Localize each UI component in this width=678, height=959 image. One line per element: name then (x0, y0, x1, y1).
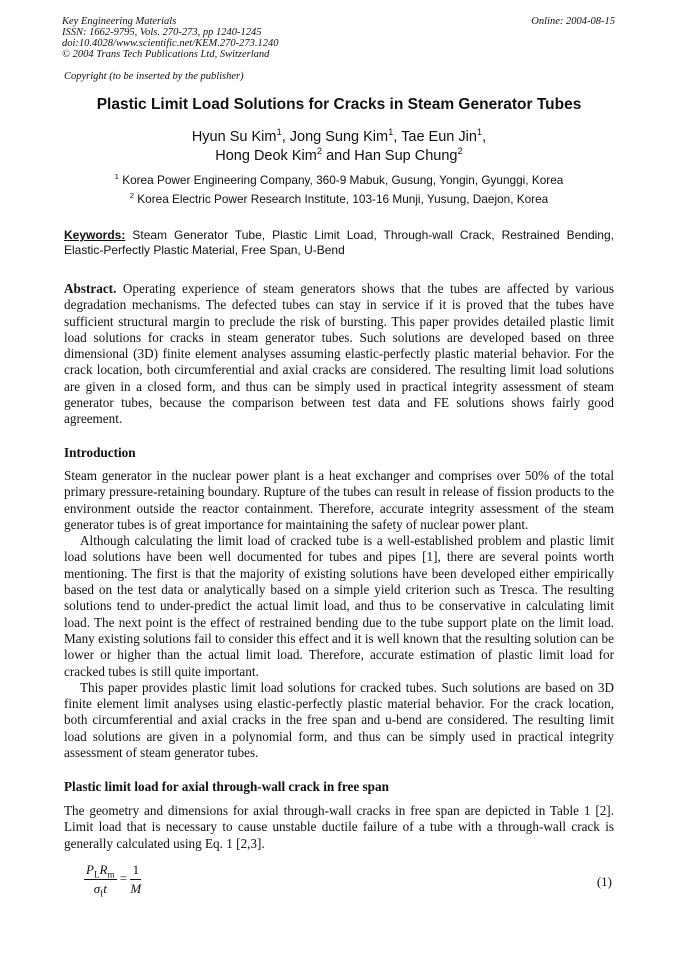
section-paragraph-1: The geometry and dimensions for axial through-wall cracks in free span are depicted in Table 1 [2]. Limit load that is necessary to cause unstable ductile failure of a tube with a through-wall crack is generally calculated using Eq. 1 [2,3]. (64, 803, 614, 851)
author-name: Tae Eun Jin (401, 129, 477, 145)
author-name: Jong Sung Kim (289, 129, 389, 145)
author-separator: and (322, 148, 355, 164)
symbol-sigma: σ (93, 881, 101, 896)
author-affil-mark: 1 (476, 126, 483, 138)
author-separator: , (393, 129, 402, 145)
author-affil-mark: 2 (316, 145, 323, 157)
symbol-r: R (99, 862, 108, 877)
section-heading-axial-crack: Plastic limit load for axial through-wall crack in free span (64, 779, 389, 794)
keywords-text: Steam Generator Tube, Plastic Limit Load, Through-wall Crack, Restrained Bending, Elastic-Perfectly Plastic Material, Free Span, U-Bend (64, 228, 614, 257)
author-separator: , (482, 129, 487, 145)
subscript-f: f (100, 888, 104, 899)
online-date: Online: 2004-08-15 (531, 16, 615, 27)
keywords-block (64, 228, 614, 258)
paper-title: Plastic Limit Load Solutions for Cracks in Steam Generator Tubes (96, 96, 582, 113)
author-list (0, 128, 678, 166)
intro-paragraph-1: Steam generator in the nuclear power plant is a heat exchanger and comprises over 50% of the total primary pressure-retaining boundary. Rupture of the tubes can result in release of fission products to the environment outside the reactor containment. Therefore, accurate integrity assessment of the steam generator tubes is of great importance for maintaining the safety of nuclear power plant. (64, 468, 614, 532)
copyright-note: Copyright (to be inserted by the publisher) (64, 71, 244, 82)
intro-paragraph-2: Although calculating the limit load of cracked tube is a well-established problem and plastic limit load solutions have been well documented for tubes and pipes [1], there are several points worth mentioning. The first is that the majority of existing solutions have been developed either empirically based on the test data or analytically based on a simple yield criterion such as Tresca. The resulting solutions tend to under-predict the actual limit load, and thus to be conservative in calculating limit load. The next point is the effect of restrained bending due to the tube support plate on the limit load. Many existing solutions fail to consider this effect and it is well known that the resulting solution can be lower or higher than the actual limit load. Therefore, accurate estimation of plastic limit load for cracked tubes is still quite important. (64, 533, 614, 679)
doi-line: doi:10.4028/www.scientific.net/KEM.270-273.1240 (62, 38, 279, 49)
abstract-block (64, 281, 614, 428)
journal-name: Key Engineering Materials (62, 16, 177, 27)
subscript-l: L (93, 869, 100, 880)
section-body-axial-crack (64, 803, 614, 852)
affiliation-2 (0, 192, 678, 206)
author-name: Hyun Su Kim (191, 129, 277, 145)
symbol-p: P (86, 862, 94, 877)
affiliation-number: 1 (114, 172, 119, 182)
author-affil-mark: 1 (276, 126, 282, 138)
affiliation-text: Korea Power Engineering Company, 360-9 Mabuk, Gusung, Yongin, Gyunggi, Korea (122, 173, 564, 187)
author-line-2 (0, 147, 678, 166)
equation-rhs-fraction (130, 862, 141, 897)
symbol-t: t (103, 881, 107, 896)
equation-lhs-denominator (84, 880, 117, 897)
journal-header (62, 16, 279, 60)
author-name: Han Sup Chung (354, 148, 458, 164)
symbol-m: M (130, 881, 142, 896)
equation-number: (1) (596, 874, 612, 889)
affiliation-number: 2 (129, 191, 135, 201)
author-affil-mark: 1 (388, 126, 394, 138)
author-separator: , (281, 129, 290, 145)
equals-sign: = (119, 870, 128, 886)
equation-lhs-fraction (84, 862, 117, 897)
affiliation-1 (0, 173, 678, 187)
issn-line: ISSN: 1662-9795, Vols. 270-273, pp 1240-1245 (62, 27, 262, 38)
intro-paragraph-3: This paper provides plastic limit load solutions for cracked tubes. Such solutions are based on 3D finite element limit analyses using elastic-perfectly plastic material behavior. For the crack location, both circumferential and axial cracks in the free span and u-bend are considered. The resulting limit load solutions are given in a polynomial form, and thus can be simply used in practical integrity assessment of steam generator tubes. (64, 679, 614, 761)
author-affil-mark: 2 (457, 145, 463, 157)
publisher-line: © 2004 Trans Tech Publications Ltd, Switzerland (62, 49, 270, 60)
subscript-m: m (107, 869, 115, 880)
introduction-heading: Introduction (64, 445, 136, 460)
equation-rhs-denominator (130, 880, 141, 897)
abstract-text: Operating experience of steam generators shows that the tubes are affected by various degradation mechanisms. The defected tubes can stay in service if it is proved that the tubes have sufficient structural margin to preclude the risk of bursting. This paper provides detailed plastic limit load solutions for cracks in steam generator tubes. Such solutions are developed based on three dimensional (3D) finite element analyses assuming elastic-perfectly plastic material behavior. For the crack location, both circumferential and axial cracks are considered. The resulting limit load solutions are given in a closed form, and thus can be simply used in practical integrity assessment of steam generator tubes, because the comparison between test data and FE solutions shows fairly good agreement. (64, 281, 614, 427)
author-name: Hong Deok Kim (215, 148, 317, 164)
author-line-1 (0, 128, 678, 147)
affiliation-text: Korea Electric Power Research Institute, 103-16 Munji, Yusung, Daejon, Korea (137, 192, 549, 206)
keywords-label: Keywords: (64, 228, 126, 242)
abstract-label: Abstract. (64, 281, 117, 296)
introduction-body (64, 468, 614, 761)
equation-rhs-numerator: 1 (130, 862, 141, 880)
equation-1 (84, 862, 141, 897)
equation-lhs-numerator (84, 862, 117, 880)
